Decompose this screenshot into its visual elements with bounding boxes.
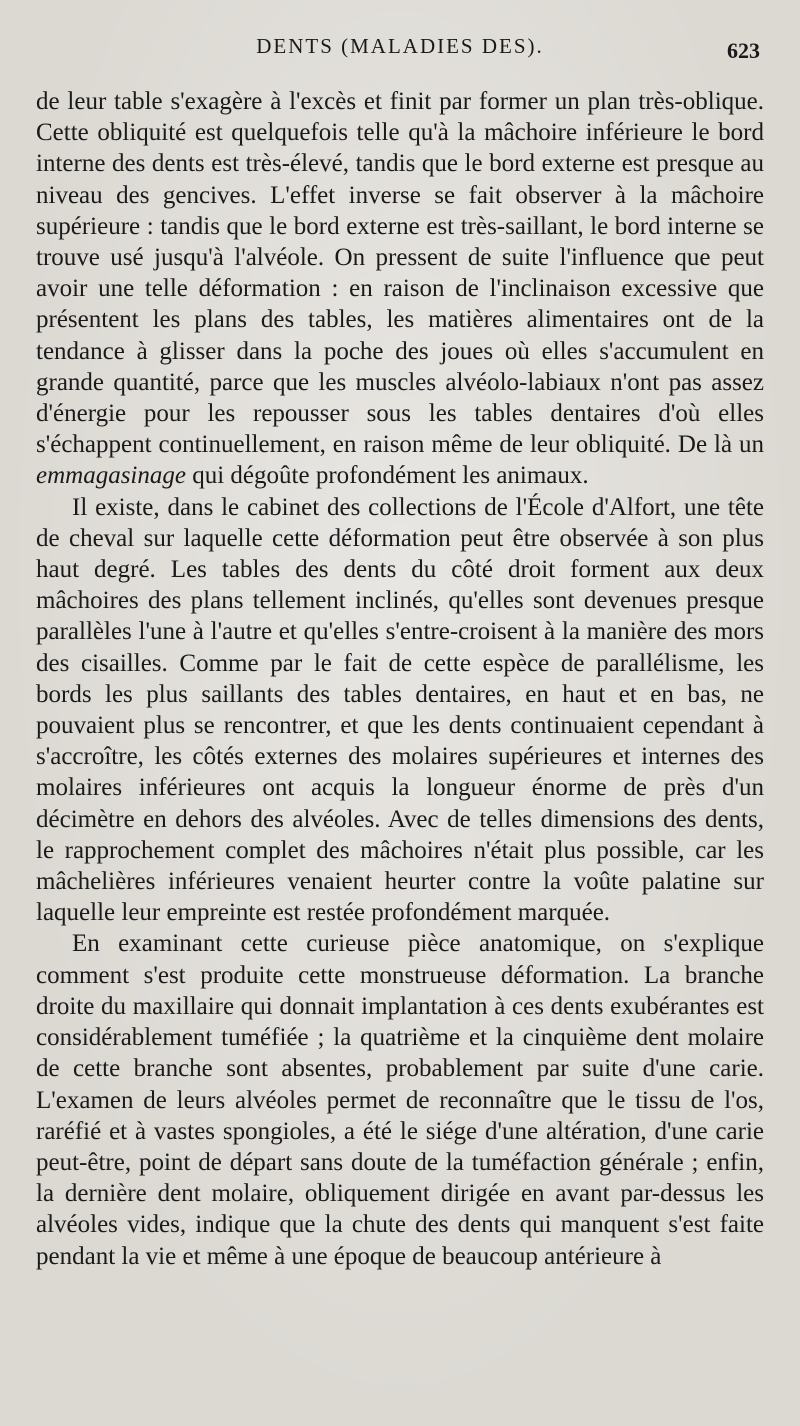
running-head	[36, 30, 764, 86]
paragraph-1-text-before: de leur table s'exagère à l'excès et finit par former un plan très-oblique. Cette obliquité est quelquefois telle qu'à la mâchoire inférieure le bord interne des dents est très-élevé, tandis que le bord externe est presque au niveau des gencives. L'effet inverse se fait observer à la mâchoire supérieure : tandis que le bord externe est très-saillant, le bord interne se trouve usé jusqu'à l'alvéole. On pressent de suite l'influence que peut avoir une telle déformation : en raison de l'inclinaison excessive que présentent les plans des tables, les matières alimentaires ont de la tendance à glisser dans la poche des joues où elles s'accumulent en grande quantité, parce que les muscles alvéolo-labiaux n'ont pas assez d'énergie pour les repousser sous les tables dentaires d'où elles s'échappent continuellement, en raison même de leur obliquité. De là un	[36, 88, 764, 459]
paragraph-3: En examinant cette curieuse pièce anatomique, on s'explique comment s'est produite cette monstrueuse déformation. La branche droite du maxillaire qui donnait implantation à ces dents exubérantes est considérablement tuméfiée ; la quatrième et la cinquième dent molaire de cette branche sont absentes, probablement par suite d'une carie. L'examen de leurs alvéoles permet de reconnaître que le tissu de l'os, raréfié et à vastes spongioles, a été le siége d'une altération, d'une carie peut-être, point de départ sans doute de la tuméfaction générale ; enfin, la dernière dent molaire, obliquement dirigée en avant par-dessus les alvéoles vides, indique que la chute des dents qui manquent s'est faite pendant la vie et même à une époque de beaucoup antérieure à	[36, 930, 764, 1270]
paragraph-1-text-after: qui dégoûte profondément les animaux.	[185, 462, 589, 490]
paragraph-1	[36, 86, 764, 492]
paragraph-1-emphasis: emmagasinage	[36, 462, 186, 490]
body-text	[36, 86, 764, 1272]
page-number: 623	[727, 38, 760, 63]
running-title: DENTS (MALADIES DES).	[256, 34, 544, 58]
paragraph-2: Il existe, dans le cabinet des collections de l'École d'Alfort, une tête de cheval sur laquelle cette déformation peut être observée à son plus haut degré. Les tables des dents du côté droit forment aux deux mâchoires des plans tellement inclinés, qu'elles sont devenues presque parallèles l'une à l'autre et qu'elles s'entre-croisent à la manière des mors des cisailles. Comme par le fait de cette espèce de parallélisme, les bords les plus saillants des tables dentaires, en haut et en bas, ne pouvaient plus se rencontrer, et que les dents continuaient cependant à s'accroître, les côtés externes des molaires supérieures et internes des molaires inférieures ont acquis la longueur énorme de près d'un décimètre en dehors des alvéoles. Avec de telles dimensions des dents, le rapprochement complet des mâchoires n'était plus possible, car les mâchelières inférieures venaient heurter contre la voûte palatine sur laquelle leur empreinte est restée profondément marquée.	[36, 493, 764, 927]
